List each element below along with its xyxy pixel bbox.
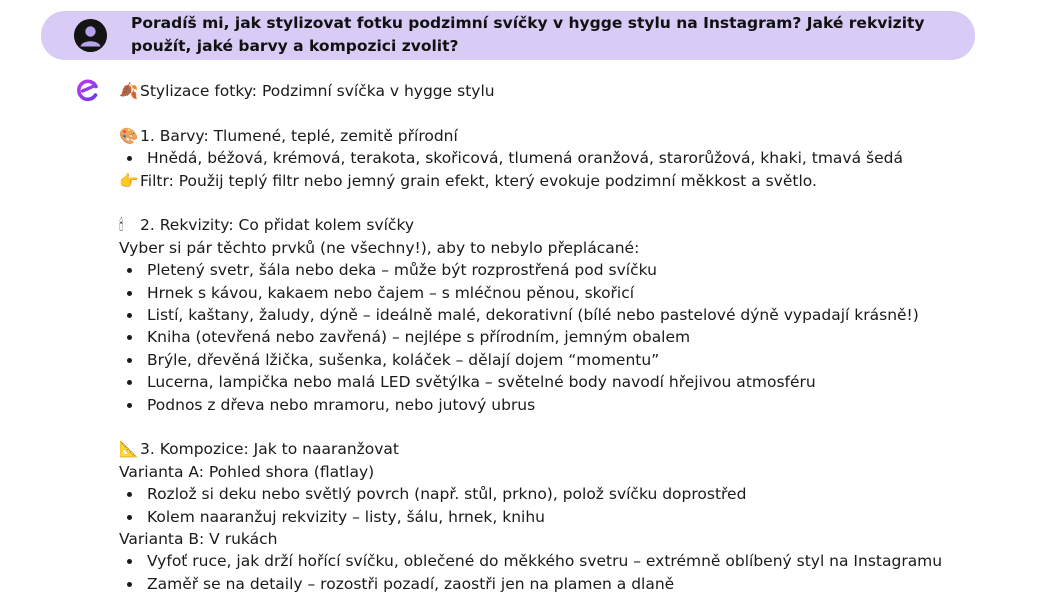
- section-props-intro: Vyber si pár těchto prvků (ne všechny!), aby to nebylo přeplácané:: [119, 238, 640, 257]
- assistant-answer: [119, 80, 1039, 595]
- section-colors-heading-text: 1. Barvy: Tlumené, teplé, zemitě přírodní: [140, 126, 458, 145]
- triangular-ruler-icon: 📐: [119, 440, 139, 459]
- section-colors-list: [119, 147, 1039, 169]
- list-item: Listí, kaštany, žaludy, dýně – ideálně malé, dekorativní (bílé nebo pastelové dýně vypadají krásně!): [119, 304, 1039, 326]
- list-item: Zaměř se na detaily – rozostři pozadí, zaostři jen na plamen a dlaně: [119, 573, 1039, 595]
- assistant-logo-icon: [76, 78, 100, 102]
- list-item: Hnědá, béžová, krémová, terakota, skořicová, tlumená oranžová, starorůžová, khaki, tmavá šedá: [119, 147, 1039, 169]
- variant-a-list: [119, 483, 1039, 528]
- list-item: Podnos z dřeva nebo mramoru, nebo jutový ubrus: [119, 394, 1039, 416]
- variant-b-label: Varianta B: V rukách: [119, 530, 278, 549]
- user-message-bubble: [41, 11, 975, 60]
- section-props-list: [119, 259, 1039, 416]
- leaf-icon: 🍂: [119, 82, 139, 100]
- answer-title: [119, 80, 1039, 102]
- candle-icon: 🕯: [119, 216, 124, 235]
- variant-b-list: [119, 550, 1039, 595]
- list-item: Lucerna, lampička nebo malá LED světýlka – světelné body navodí hřejivou atmosféru: [119, 371, 1039, 393]
- filter-tip-text: Filtr: Použij teplý filtr nebo jemný grain efekt, který evokuje podzimní měkkost a světlo.: [140, 171, 817, 190]
- pointing-hand-icon: 👉: [119, 171, 139, 190]
- list-item: Kniha (otevřená nebo zavřená) – nejlépe s přírodním, jemným obalem: [119, 326, 1039, 348]
- section-props-heading: [119, 214, 1039, 236]
- section-props-heading-text: 2. Rekvizity: Co přidat kolem svíčky: [140, 216, 415, 235]
- filter-tip: [119, 170, 1039, 192]
- list-item: Rozlož si deku nebo světlý povrch (např. stůl, prkno), polož svíčku doprostřed: [119, 483, 1039, 505]
- list-item: Hrnek s kávou, kakaem nebo čajem – s mléčnou pěnou, skořicí: [119, 282, 1039, 304]
- section-composition-heading-text: 3. Kompozice: Jak to naaranžovat: [140, 440, 400, 459]
- section-composition-heading: [119, 438, 1039, 460]
- list-item: Kolem naaranžuj rekvizity – listy, šálu, hrnek, knihu: [119, 506, 1039, 528]
- palette-icon: 🎨: [119, 126, 139, 145]
- list-item: Vyfoť ruce, jak drží hořící svíčku, oblečené do měkkého svetru – extrémně oblíbený styl na Instagramu: [119, 550, 1039, 572]
- variant-a-label: Varianta A: Pohled shora (flatlay): [119, 462, 375, 481]
- user-avatar-icon[interactable]: [74, 19, 107, 52]
- section-colors-heading: [119, 125, 1039, 147]
- list-item: Brýle, dřevěná lžička, sušenka, koláček – dělají dojem “momentu”: [119, 349, 1039, 371]
- answer-title-text: Stylizace fotky: Podzimní svíčka v hygge stylu: [140, 82, 495, 100]
- list-item: Pletený svetr, šála nebo deka – může být rozprostřená pod svíčku: [119, 259, 1039, 281]
- user-message-text: Poradíš mi, jak stylizovat fotku podzimní svíčky v hygge stylu na Instagram? Jaké rekvizity použít, jaké barvy a kompozici zvolit?: [131, 14, 925, 55]
